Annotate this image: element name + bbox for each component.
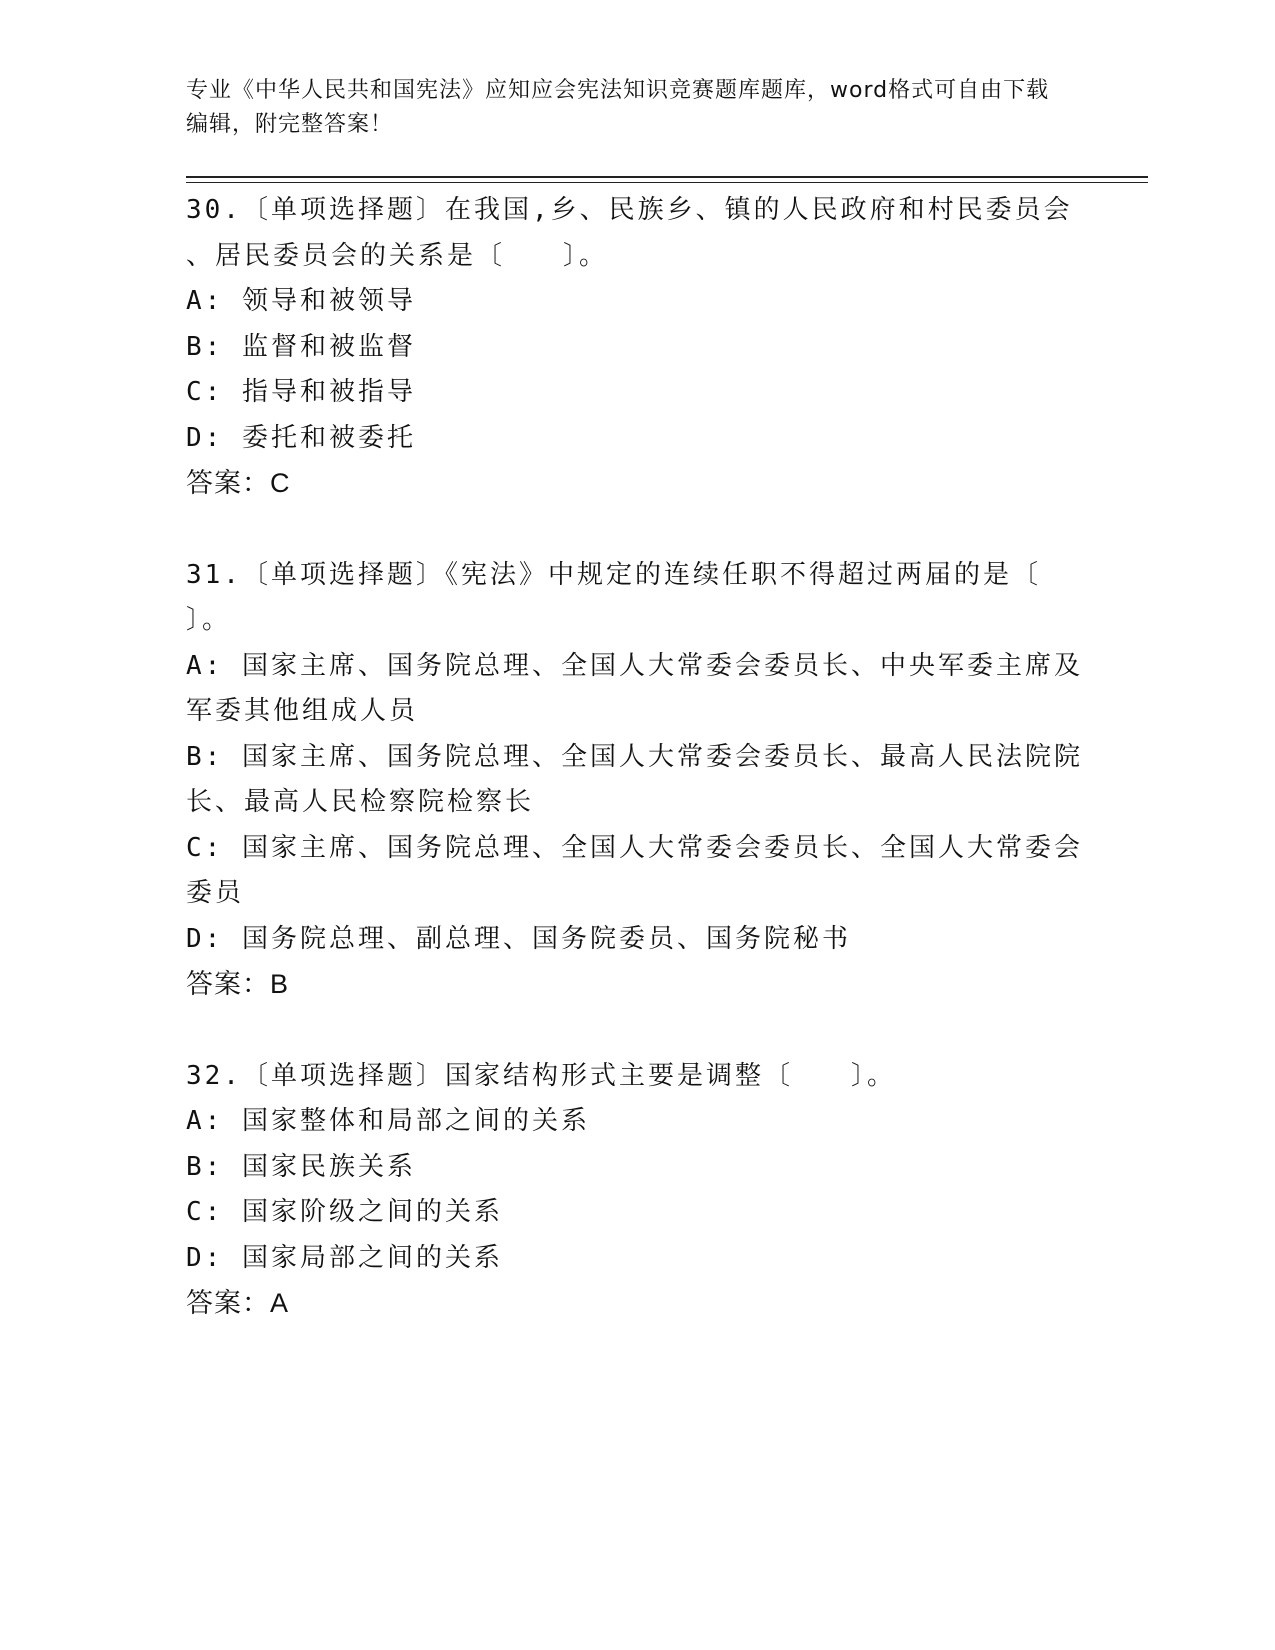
option-c-continued: 委员	[186, 878, 245, 908]
option-b: B: 监督和被监督	[186, 331, 416, 362]
answer-label: 答案：B	[186, 969, 290, 999]
document-header-intro: 专业《中华人民共和国宪法》应知应会宪法知识竞赛题库题库，word格式可自由下载编辑，附完整答案！	[186, 78, 1050, 137]
option-a-continued: 军委其他组成人员	[186, 696, 419, 726]
header-divider-thin	[186, 182, 1148, 183]
option-a: A: 国家主席、国务院总理、全国人大常委会委员长、中央军委主席及	[186, 650, 1083, 681]
question-stem-line: 31.〔单项选择题〕《宪法》中规定的连续任职不得超过两届的是〔	[186, 559, 1041, 590]
answer-label: 答案：A	[186, 1288, 290, 1318]
header-divider-thick	[186, 176, 1148, 178]
option-b: B: 国家主席、国务院总理、全国人大常委会委员长、最高人民法院院	[186, 741, 1083, 772]
answer-label: 答案：C	[186, 468, 291, 498]
question-stem-line: 〕。	[186, 605, 232, 635]
option-b-continued: 长、最高人民检察院检察长	[186, 787, 535, 817]
question-list	[186, 188, 1086, 1373]
option-d: D: 国务院总理、副总理、国务院委员、国务院秘书	[186, 923, 851, 954]
option-c: C: 国家主席、国务院总理、全国人大常委会委员长、全国人大常委会	[186, 832, 1083, 863]
question-stem-line: 30.〔单项选择题〕在我国,乡、民族乡、镇的人民政府和村民委员会	[186, 195, 1073, 225]
option-a: A: 领导和被领导	[186, 286, 416, 316]
question-31	[186, 553, 1086, 1008]
option-b: B: 国家民族关系	[186, 1151, 416, 1182]
question-stem-line: 32.〔单项选择题〕国家结构形式主要是调整〔 〕。	[186, 1060, 896, 1091]
question-stem-line: 、居民委员会的关系是〔 〕。	[186, 240, 609, 271]
option-a: A: 国家整体和局部之间的关系	[186, 1106, 590, 1136]
option-d: D: 委托和被委托	[186, 422, 416, 453]
option-c: C: 指导和被指导	[186, 377, 416, 407]
option-c: C: 国家阶级之间的关系	[186, 1197, 503, 1227]
question-32	[186, 1054, 1086, 1327]
question-30	[186, 188, 1086, 507]
option-d: D: 国家局部之间的关系	[186, 1242, 503, 1273]
